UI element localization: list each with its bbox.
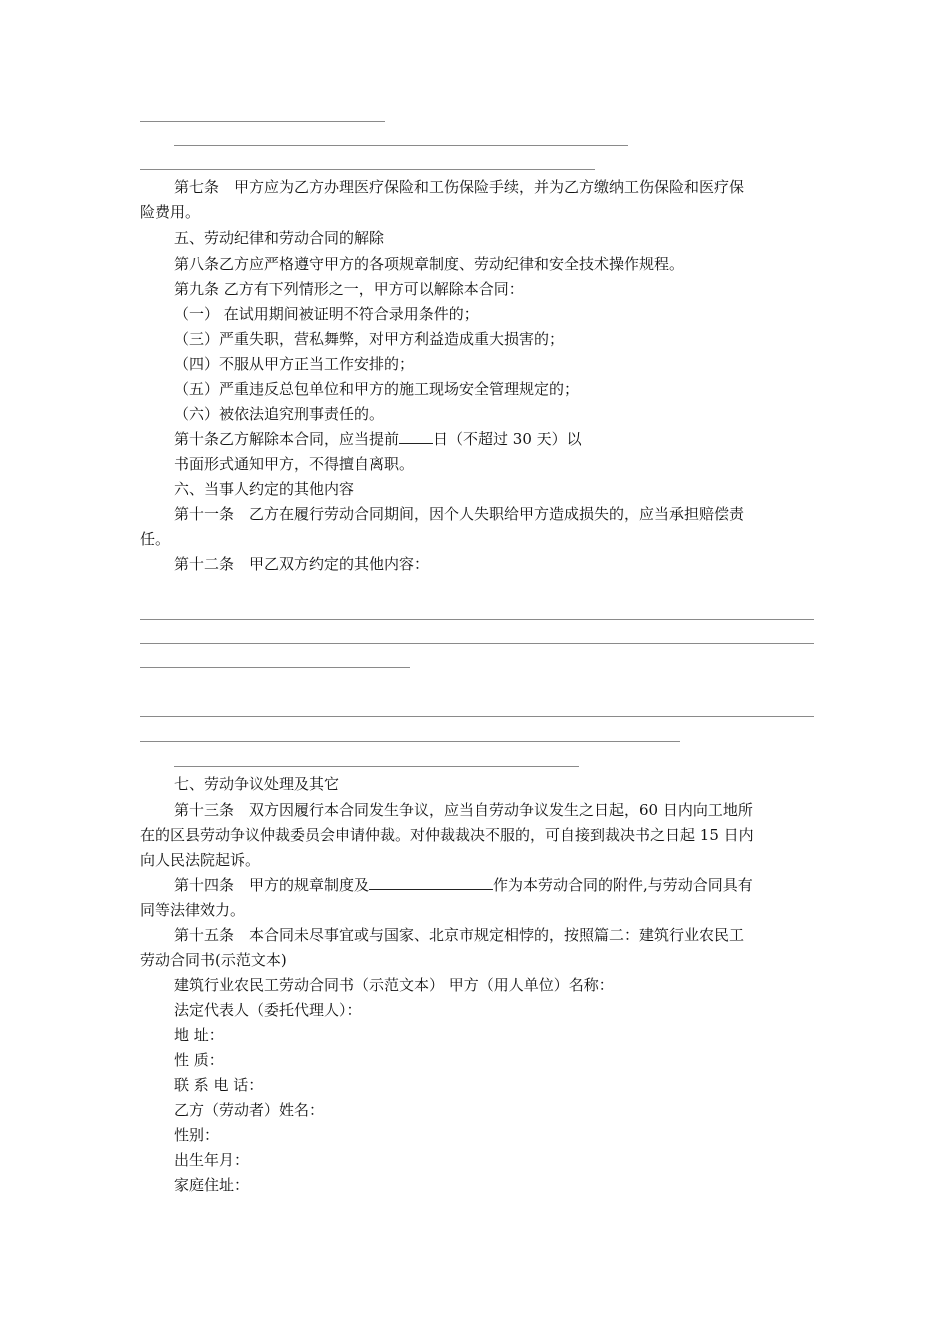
article-15-line2: 劳动合同书(示范文本) bbox=[140, 951, 287, 969]
article-10-line1 bbox=[174, 427, 820, 451]
article-14-text-post: 作为本劳动合同的附件,与劳动合同具有 bbox=[493, 876, 753, 894]
party-b-name-label: 乙方（劳动者）姓名： bbox=[174, 1101, 325, 1119]
article-11-line1: 第十一条 乙方在履行劳动合同期间，因个人失职给甲方造成损失的，应当承担赔偿责 bbox=[174, 505, 745, 523]
article-9: 第九条 乙方有下列情形之一，甲方可以解除本合同： bbox=[174, 280, 524, 298]
article-9-item-5: （五）严重违反总包单位和甲方的施工现场安全管理规定的； bbox=[174, 380, 580, 398]
article-13-line2: 在的区县劳动争议仲裁委员会申请仲裁。对仲裁裁决不服的，可自接到裁决书之日起 15 日内 bbox=[140, 826, 754, 844]
article-14-text-pre: 第十四条 甲方的规章制度及 bbox=[174, 876, 370, 894]
article-15-line1: 第十五条 本合同未尽事宜或与国家、北京市规定相悖的，按照篇二：建筑行业农民工 bbox=[174, 926, 745, 944]
fill-rule bbox=[140, 619, 814, 620]
rules-blank[interactable] bbox=[369, 874, 493, 890]
birth-date-label: 出生年月： bbox=[174, 1151, 250, 1169]
home-address-label: 家庭住址： bbox=[174, 1176, 250, 1194]
fill-rule bbox=[174, 766, 579, 767]
article-12: 第十二条 甲乙双方约定的其他内容： bbox=[174, 555, 430, 573]
fill-rule bbox=[140, 667, 410, 668]
nature-label: 性 质： bbox=[174, 1051, 224, 1069]
gender-label: 性别： bbox=[174, 1126, 220, 1144]
fill-rule bbox=[140, 741, 680, 742]
article-7-line2: 险费用。 bbox=[140, 203, 201, 221]
article-10-text-post: 日（不超过 30 天）以 bbox=[433, 430, 582, 448]
article-14-line1 bbox=[174, 873, 820, 897]
fill-rule bbox=[140, 169, 595, 170]
days-blank[interactable] bbox=[399, 428, 433, 444]
section-5-heading: 五、劳动纪律和劳动合同的解除 bbox=[174, 229, 385, 247]
article-7-line1: 第七条 甲方应为乙方办理医疗保险和工伤保险手续，并为乙方缴纳工伤保险和医疗保 bbox=[174, 178, 745, 196]
address-label: 地 址： bbox=[174, 1026, 224, 1044]
article-8: 第八条乙方应严格遵守甲方的各项规章制度、劳动纪律和安全技术操作规程。 bbox=[174, 255, 685, 273]
fill-rule bbox=[174, 145, 628, 146]
fill-rule bbox=[140, 121, 385, 122]
article-9-item-6: （六）被依法追究刑事责任的。 bbox=[174, 405, 385, 423]
article-11-line2: 任。 bbox=[140, 530, 171, 548]
article-13-line3: 向人民法院起诉。 bbox=[140, 851, 261, 869]
article-9-item-3: （三）严重失职，营私舞弊，对甲方利益造成重大损害的； bbox=[174, 330, 565, 348]
legal-representative-label: 法定代表人（委托代理人）： bbox=[174, 1001, 362, 1019]
fill-rule bbox=[140, 643, 814, 644]
section-7-heading: 七、劳动争议处理及其它 bbox=[174, 775, 340, 793]
section-6-heading: 六、当事人约定的其他内容 bbox=[174, 480, 355, 498]
article-9-item-1: （一） 在试用期间被证明不符合录用条件的； bbox=[174, 305, 479, 323]
fill-rule bbox=[140, 716, 814, 717]
phone-label: 联 系 电 话： bbox=[174, 1076, 264, 1094]
article-9-item-4: （四）不服从甲方正当工作安排的； bbox=[174, 355, 415, 373]
article-10-text-pre: 第十条乙方解除本合同，应当提前 bbox=[174, 430, 400, 448]
article-10-line2: 书面形式通知甲方，不得擅自离职。 bbox=[174, 455, 415, 473]
article-13-line1: 第十三条 双方因履行本合同发生争议，应当自劳动争议发生之日起，60 日内向工地所 bbox=[174, 801, 753, 819]
article-14-line2: 同等法律效力。 bbox=[140, 901, 246, 919]
contract-2-title: 建筑行业农民工劳动合同书（示范文本） 甲方（用人单位）名称： bbox=[174, 976, 614, 994]
